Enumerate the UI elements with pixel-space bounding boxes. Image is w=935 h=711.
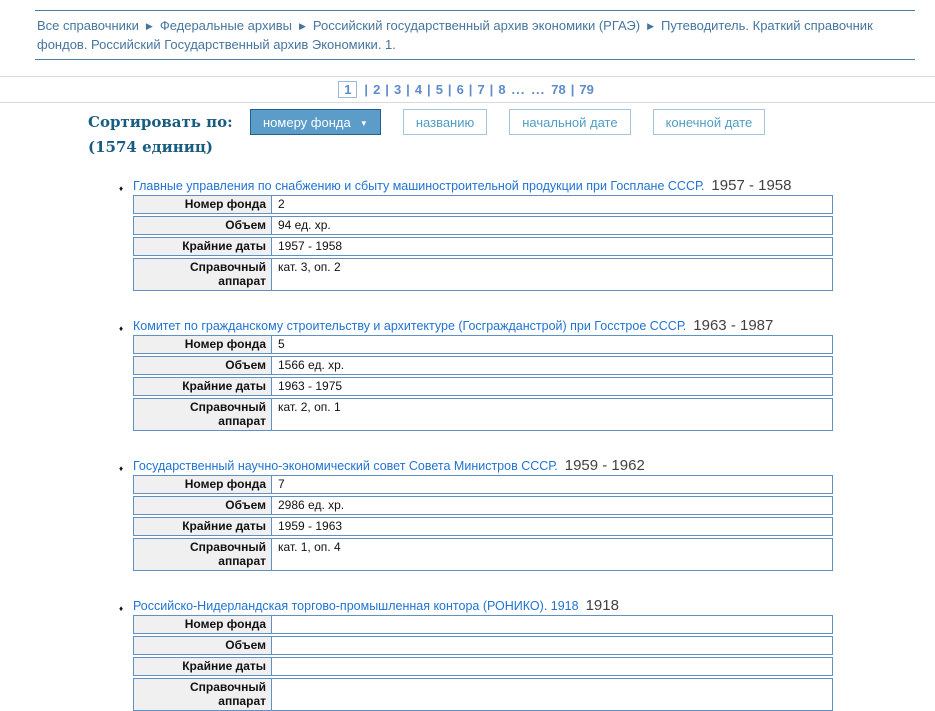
pagination-separator: | [364,82,369,97]
pagination-page-link[interactable]: 5 [435,82,443,97]
fund-title-line [119,177,935,194]
sort-button-fund-number[interactable]: номеру фонда ▼ [250,109,381,135]
table-row [133,216,833,235]
row-value [272,637,832,654]
breadcrumb-link[interactable]: Путеводитель. Краткий справочник фондов. Российский Государственный архив Экономики. 1. [37,18,873,52]
row-value: 1957 - 1958 [278,239,343,253]
sort-button-start-date[interactable]: начальной дате [509,109,630,135]
pagination [338,81,597,98]
fund-entry [119,177,935,291]
fund-title-line [119,597,935,614]
row-value: 7 [278,477,285,491]
table-row [133,258,833,291]
table-row [133,377,833,396]
table-row [133,398,833,431]
breadcrumb-link[interactable]: Все справочники [37,18,139,33]
row-value: 5 [278,337,285,351]
row-label: Номер фонда [134,476,272,493]
row-label: Номер фонда [134,196,272,213]
row-label: Объем [134,357,272,374]
table-row [133,356,833,375]
row-label: Номер фонда [134,616,272,633]
row-value: кат. 2, оп. 1 [278,400,341,414]
fund-years: 1957 - 1958 [711,177,792,194]
row-value: 2986 ед. хр. [278,498,345,512]
pagination-page-link[interactable]: 8 [498,82,506,97]
fund-years: 1959 - 1962 [564,457,645,474]
fund-details-table [133,335,833,431]
row-value: 1566 ед. хр. [278,358,345,372]
chevron-right-icon: ▶ [298,21,306,31]
pagination-page-link[interactable]: 78 [551,82,566,97]
chevron-right-icon: ▶ [145,21,153,31]
pagination-page-link[interactable]: 2 [373,82,381,97]
fund-title-line [119,317,935,334]
pagination-separator: | [468,82,473,97]
breadcrumb-link[interactable]: Федеральные архивы [159,18,292,33]
fund-title-link[interactable]: Государственный научно-экономический совет Совета Министров СССР. [133,459,558,473]
fund-title-link[interactable]: Российско-Нидерландская торгово-промышленная контора (РОНИКО). 1918 [133,599,579,613]
row-label: Объем [134,637,272,654]
pagination-page-link[interactable]: 79 [579,82,594,97]
diamond-bullet-icon: ♦ [119,464,124,473]
fund-details-table [133,195,833,291]
table-row [133,195,833,214]
fund-years: 1963 - 1987 [693,317,774,334]
fund-details-table [133,475,833,571]
row-value: 1959 - 1963 [278,519,343,533]
pagination-separator: | [447,82,452,97]
row-label: Крайние даты [134,658,272,675]
row-value [272,679,832,710]
diamond-bullet-icon: ♦ [119,184,124,193]
sort-button-title[interactable]: названию [403,109,487,135]
row-label: Справочный аппарат [134,259,272,290]
pagination-ellipsis: ... [511,82,526,97]
caret-down-icon: ▼ [357,118,368,128]
page [0,10,935,711]
fund-entries-list [119,177,935,711]
table-row [133,678,833,711]
row-value [272,616,832,633]
row-label: Справочный аппарат [134,399,272,430]
table-row [133,496,833,515]
breadcrumb [35,10,915,60]
row-label: Номер фонда [134,336,272,353]
fund-entry [119,317,935,431]
table-row [133,615,833,634]
pagination-separator: | [570,82,575,97]
row-value: 2 [278,197,285,211]
row-value [272,658,832,675]
row-label: Справочный аппарат [134,679,272,710]
sort-button-end-date[interactable]: конечной дате [653,109,766,135]
row-value: кат. 3, оп. 2 [278,260,341,274]
row-value: 94 ед. хр. [278,218,331,232]
fund-title-link[interactable]: Комитет по гражданскому строительству и архитектуре (Госгражданстрой) при Госстрое СССР. [133,319,687,333]
table-row [133,335,833,354]
table-row [133,657,833,676]
table-row [133,517,833,536]
row-label: Объем [134,497,272,514]
results-count: (1574 единиц) [88,138,214,156]
sort-buttons-group [250,109,787,135]
sort-row [88,109,935,135]
pagination-page-link[interactable]: 4 [414,82,423,97]
fund-entry [119,597,935,711]
row-label: Крайние даты [134,378,272,395]
chevron-right-icon: ▶ [647,21,654,31]
row-value: 1963 - 1975 [278,379,343,393]
pagination-separator: | [406,82,410,97]
pagination-band [0,76,935,103]
table-row [133,636,833,655]
row-label: Справочный аппарат [134,539,272,570]
pagination-separator: | [385,82,389,97]
pagination-page-link[interactable]: 6 [456,82,464,97]
pagination-ellipsis: ... [531,82,546,97]
pagination-page-link[interactable]: 3 [393,82,402,97]
pagination-page-link[interactable]: 7 [477,82,485,97]
diamond-bullet-icon: ♦ [119,604,124,613]
fund-details-table [133,615,833,711]
pagination-separator: | [427,82,431,97]
fund-title-link[interactable]: Главные управления по снабжению и сбыту машиностроительной продукции при Госплане СССР. [133,179,705,193]
sort-label: Сортировать по: [88,113,233,131]
pagination-current-page: 1 [338,81,357,98]
row-label: Объем [134,217,272,234]
fund-entry [119,457,935,571]
row-label: Крайние даты [134,238,272,255]
table-row [133,538,833,571]
row-label: Крайние даты [134,518,272,535]
diamond-bullet-icon: ♦ [119,324,124,333]
pagination-separator: | [489,82,494,97]
table-row [133,237,833,256]
row-value: кат. 1, оп. 4 [278,540,341,554]
fund-years: 1918 [585,597,619,614]
table-row [133,475,833,494]
breadcrumb-link[interactable]: Российский государственный архив экономики (РГАЭ) [312,18,641,33]
fund-title-line [119,457,935,474]
